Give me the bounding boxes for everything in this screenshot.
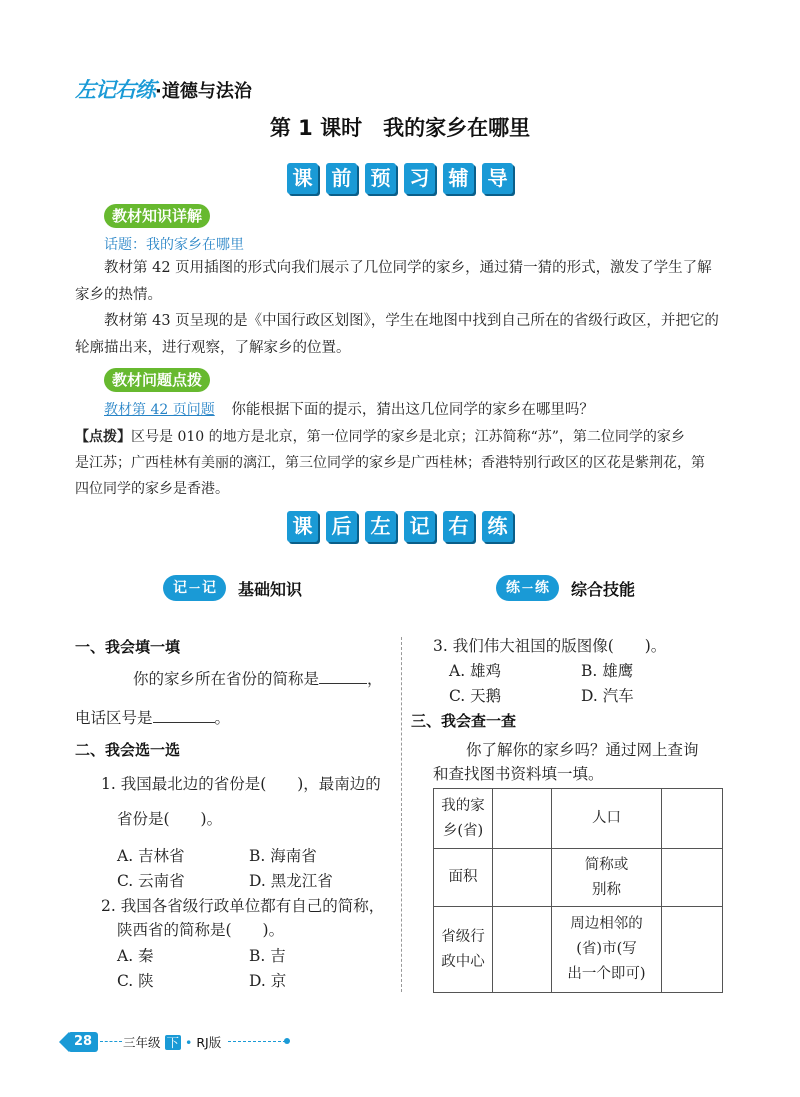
knowledge-para2-line2: 轮廓描出来，进行观察，了解家乡的位置。 (75, 340, 351, 356)
cell-text: 政中心 (441, 953, 485, 970)
banner-char: 右 (443, 511, 474, 542)
cell-text: 别称 (592, 881, 621, 898)
pill-char: 练 (535, 580, 549, 596)
pill-char: 记 (202, 580, 216, 596)
footer-grade-info (123, 1033, 221, 1051)
pill-char: 记 (173, 580, 187, 596)
banner-char: 后 (326, 511, 357, 542)
footer-dash-left (100, 1041, 122, 1042)
q2-line2: 陕西省的简称是( )。 (117, 921, 285, 939)
knowledge-para1-line2: 家乡的热情。 (75, 287, 162, 303)
brand-separator: · (155, 81, 162, 102)
hint-line2: 是江苏；广西桂林有美丽的漓江，第三位同学的家乡是广西桂林；香港特别行政区的区花是紫荆花，第 (75, 455, 705, 471)
footer-grade: 三年级 (123, 1035, 161, 1050)
answer-cell-area[interactable] (493, 849, 552, 907)
q3-line1: 3. 我们伟大祖国的版图像( )。 (433, 637, 667, 655)
problem-question: 你能根据下面的提示，猜出这几位同学的家乡在哪里吗？ (231, 402, 594, 418)
q2-option-c[interactable]: C. 陕 (117, 972, 154, 990)
q2-option-d[interactable]: D. 京 (249, 972, 287, 990)
column-divider (401, 637, 402, 992)
label-capital (434, 907, 493, 993)
page-number: 28 (68, 1032, 98, 1052)
label-population: 人口 (552, 789, 662, 849)
pill-dot: 一 (189, 582, 200, 595)
q1-line2: 省份是( )。 (117, 810, 223, 828)
banner-char: 练 (482, 511, 513, 542)
label-abbreviation (552, 849, 662, 907)
footer-term: 下 (166, 1035, 180, 1050)
part1-line2-text: 电话区号是 (75, 709, 153, 727)
label-neighbors (552, 907, 662, 993)
label-area: 面积 (434, 849, 493, 907)
answer-cell-population[interactable] (662, 789, 723, 849)
part3-intro2: 和查找图书资料填一填。 (433, 765, 604, 783)
q1-option-a[interactable]: A. 吉林省 (117, 847, 185, 865)
q1-option-b[interactable]: B. 海南省 (249, 847, 317, 865)
q3-option-a[interactable]: A. 雄鸡 (449, 662, 502, 680)
part1-line1 (133, 667, 383, 689)
q1-option-c[interactable]: C. 云南省 (117, 872, 185, 890)
right-column-pill (496, 575, 559, 601)
pill-dot: 一 (522, 582, 533, 595)
q2-option-b[interactable]: B. 吉 (249, 947, 286, 965)
brand-subject: 道德与法治 (161, 81, 252, 102)
part1-line2-end: 。 (214, 709, 231, 727)
brand-header (75, 74, 252, 104)
knowledge-tag: 教材知识详解 (104, 204, 210, 228)
part1-line2 (75, 706, 230, 728)
q3-option-d[interactable]: D. 汽车 (581, 687, 634, 705)
footer-dot-icon (284, 1038, 290, 1044)
footer-bullet: • (185, 1035, 193, 1050)
hint-text: 区号是 010 的地方是北京，第一位同学的家乡是北京；江苏简称“苏”，第二位同学的家乡 (131, 429, 685, 445)
lesson-title: 第 1 课时 我的家乡在哪里 (269, 116, 531, 140)
section-banner-pre (0, 163, 800, 194)
topic-line: 话题：我的家乡在哪里 (104, 237, 244, 253)
knowledge-para2-line1: 教材第 43 页呈现的是《中国行政区划图》，学生在地图中找到自己所在的省级行政区，并把它的 (104, 313, 719, 329)
q1-option-d[interactable]: D. 黑龙江省 (249, 872, 333, 890)
banner-char: 记 (404, 511, 435, 542)
banner-char: 课 (287, 511, 318, 542)
hint-line3: 四位同学的家乡是香港。 (75, 481, 229, 497)
q2-option-a[interactable]: A. 秦 (117, 947, 154, 965)
problem-ref: 教材第 42 页问题 (104, 402, 215, 418)
footer-edition: RJ版 (196, 1035, 222, 1050)
q3-option-b[interactable]: B. 雄鹰 (581, 662, 634, 680)
cell-text: 出一个即可) (567, 966, 646, 982)
hint-label: 【点拨】 (75, 429, 131, 445)
knowledge-para1-line1: 教材第 42 页用插图的形式向我们展示了几位同学的家乡，通过猜一猜的形式，激发了学生了解 (104, 260, 712, 276)
banner-char: 习 (404, 163, 435, 194)
left-column-label: 基础知识 (238, 580, 303, 599)
answer-blank-abbreviation[interactable] (319, 667, 367, 684)
banner-char: 左 (365, 511, 396, 542)
hint-line1 (75, 424, 685, 450)
pill-char: 练 (506, 580, 520, 596)
answer-cell-capital[interactable] (493, 907, 552, 993)
cell-text: (省)市(写 (576, 941, 637, 957)
label-hometown (434, 789, 493, 849)
part1-line1-end: ， (367, 670, 383, 688)
hometown-info-table (433, 788, 723, 993)
q2-line1: 2. 我国各省级行政单位都有自己的简称， (101, 897, 385, 915)
answer-cell-abbreviation[interactable] (662, 849, 723, 907)
cell-text: 省级行 (441, 928, 485, 945)
footer-dash-right (228, 1041, 286, 1042)
banner-char: 辅 (443, 163, 474, 194)
answer-cell-hometown[interactable] (493, 789, 552, 849)
banner-char: 前 (326, 163, 357, 194)
right-column-label: 综合技能 (571, 580, 636, 599)
cell-text: 乡(省) (442, 822, 484, 839)
problems-tag: 教材问题点拨 (104, 368, 210, 392)
part1-line1-text: 你的家乡所在省份的简称是 (133, 670, 320, 688)
cell-text: 我的家 (441, 797, 485, 814)
left-column-pill (163, 575, 226, 601)
banner-char: 课 (287, 163, 318, 194)
part2-title: 二、我会选一选 (75, 741, 181, 759)
part1-title: 一、我会填一填 (75, 638, 181, 656)
problem-question-line (104, 397, 594, 423)
cell-text: 简称或 (584, 856, 629, 873)
cell-text: 周边相邻的 (570, 916, 643, 932)
part3-title: 三、我会查一查 (411, 712, 517, 730)
banner-char: 预 (365, 163, 396, 194)
part3-intro1: 你了解你的家乡吗？通过网上查询 (466, 741, 699, 759)
section-banner-post (0, 511, 800, 542)
answer-blank-area-code[interactable] (153, 706, 215, 723)
q3-option-c[interactable]: C. 天鹅 (449, 687, 502, 705)
answer-cell-neighbors[interactable] (662, 907, 723, 993)
banner-char: 导 (482, 163, 513, 194)
q1-line1: 1. 我国最北边的省份是( )，最南边的 (101, 775, 381, 793)
brand-main: 左记右练 (75, 78, 155, 102)
